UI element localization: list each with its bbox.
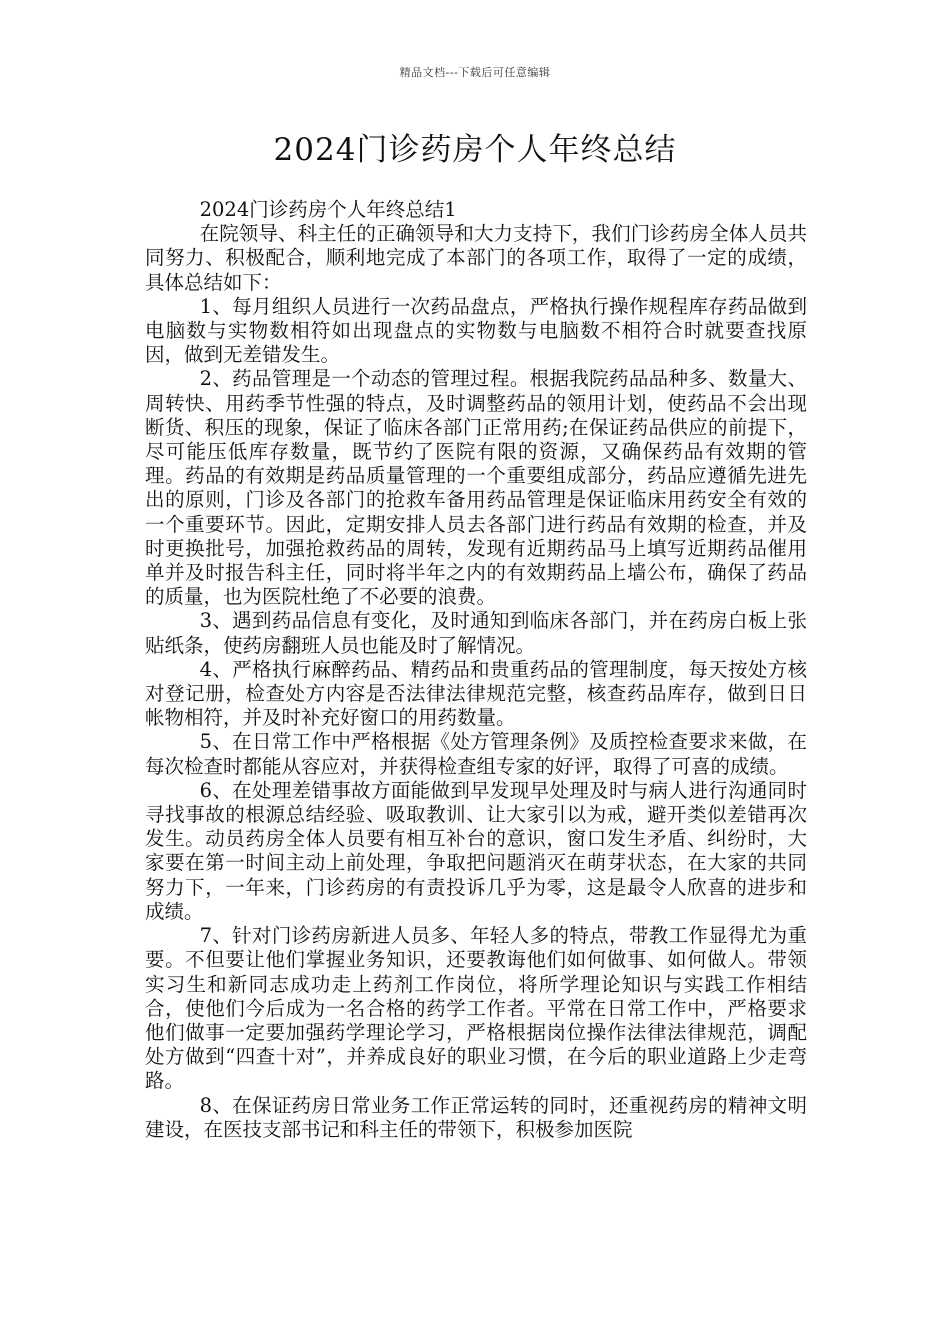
document-body [145,198,807,1142]
paragraph-item-7: 7、针对门诊药房新进人员多、年轻人多的特点，带教工作显得尤为重要。不但要让他们掌握业务知识，还要教诲他们如何做事、如何做人。带领实习生和新同志成功走上药剂工作岗位，将所学理论知识与实践工作相结合，使他们今后成为一名合格的药学工作者。平常在日常工作中，严格要求他们做事一定要加强药学理论学习，严格根据岗位操作法律法律规范，调配处方做到“四查十对”，并养成良好的职业习惯，在今后的职业道路上少走弯路。 [145,924,807,1093]
paragraph-item-8: 8、在保证药房日常业务工作正常运转的同时，还重视药房的精神文明建设，在医技支部书记和科主任的带领下，积极参加医院 [145,1093,807,1141]
paragraph-item-5: 5、在日常工作中严格根据《处方管理条例》及质控检查要求来做，在每次检查时都能从容应对，并获得检查组专家的好评，取得了可喜的成绩。 [145,730,807,778]
paragraph-item-3: 3、遇到药品信息有变化，及时通知到临床各部门，并在药房白板上张贴纸条，使药房翻班人员也能及时了解情况。 [145,609,807,657]
paragraph-item-6: 6、在处理差错事故方面能做到早发现早处理及时与病人进行沟通同时寻找事故的根源总结经验、吸取教训、让大家引以为戒，避开类似差错再次发生。动员药房全体人员要有相互补台的意识，窗口发生矛盾、纠纷时，大家要在第一时间主动上前处理，争取把问题消灭在萌芽状态，在大家的共同努力下，一年来，门诊药房的有责投诉几乎为零，这是最令人欣喜的进步和成绩。 [145,778,807,923]
paragraph-intro: 在院领导、科主任的正确领导和大力支持下，我们门诊药房全体人员共同努力、积极配合，顺利地完成了本部门的各项工作，取得了一定的成绩，具体总结如下： [145,222,807,294]
paragraph-item-2: 2、药品管理是一个动态的管理过程。根据我院药品品种多、数量大、周转快、用药季节性强的特点，及时调整药品的领用计划，使药品不会出现断货、积压的现象，保证了临床各部门正常用药;在保证药品供应的前提下，尽可能压低库存数量，既节约了医院有限的资源，又确保药品有效期的管理。药品的有效期是药品质量管理的一个重要组成部分，药品应遵循先进先出的原则，门诊及各部门的抢救车备用药品管理是保证临床用药安全有效的一个重要环节。因此，定期安排人员去各部门进行药品有效期的检查，并及时更换批号，加强抢救药品的周转，发现有近期药品马上填写近期药品催用单并及时报告科主任，同时将半年之内的有效期药品上墙公布，确保了药品的质量，也为医院杜绝了不必要的浪费。 [145,367,807,609]
header-note: 精品文档---下载后可任意编辑 [399,66,551,79]
section-subtitle: 2024门诊药房个人年终总结1 [199,198,457,221]
document-title: 2024门诊药房个人年终总结 [273,132,677,168]
paragraph-item-4: 4、严格执行麻醉药品、精药品和贵重药品的管理制度，每天按处方核对登记册，检查处方内容是否法律法律规范完整，核查药品库存，做到日日帐物相符，并及时补充好窗口的用药数量。 [145,657,807,730]
paragraph-item-1: 1、每月组织人员进行一次药品盘点，严格执行操作规程库存药品做到电脑数与实物数相符如出现盘点的实物数与电脑数不相符合时就要查找原因，做到无差错发生。 [145,294,807,367]
